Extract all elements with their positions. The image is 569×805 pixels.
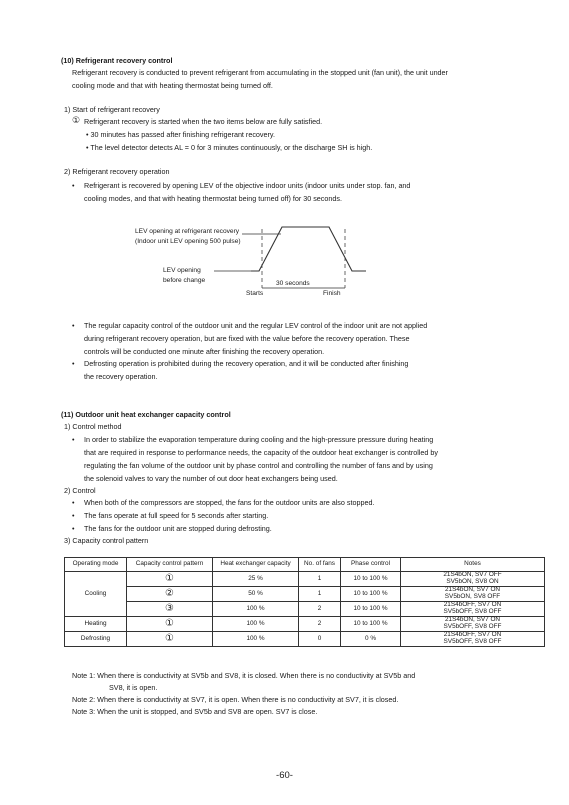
- control-method-line2: that are required in response to performance needs, the capacity of the outdoor heat exchanger is controlled by: [84, 448, 439, 457]
- table-row: [65, 572, 545, 587]
- section-10-heading: (10) Refrigerant recovery control: [61, 56, 173, 65]
- control-method-line4: the solenoid valves to vary the number of out door heat exchangers being used.: [84, 474, 338, 483]
- lev-recovery-label: LEV opening at refrigerant recovery (Indoor unit LEV opening 500 pulse): [135, 228, 241, 245]
- start-bullet-2: • The level detector detects AL = 0 for 3 minutes continuously, or the discharge SH is high.: [86, 143, 373, 152]
- control-bullet-3: The fans for the outdoor unit are stopped during defrosting.: [84, 524, 272, 533]
- phase-cell: 10 to 100 %: [341, 617, 401, 632]
- section-11-heading: (11) Outdoor unit heat exchanger capacity control: [61, 410, 231, 419]
- table-header-row: [65, 558, 545, 572]
- regular-control-line3: controls will be conducted one minute after finishing the recovery operation.: [84, 347, 325, 356]
- bullet-icon: •: [72, 498, 75, 507]
- notes-cell: 21S4bON, SV7 OFF SV5bON, SV8 ON: [401, 572, 545, 587]
- starts-label: Starts: [246, 290, 264, 297]
- phase-cell: 0 %: [341, 632, 401, 647]
- table-row: [65, 617, 545, 632]
- recovery-operation-line2: cooling modes, and that with heating thermostat being turned off) for 30 seconds.: [84, 194, 342, 203]
- fans-cell: 2: [299, 617, 341, 632]
- header-pattern: Capacity control pattern: [127, 558, 213, 572]
- bullet-icon: •: [72, 524, 75, 533]
- pattern-cell: ①: [127, 617, 213, 632]
- mode-cell: Defrosting: [65, 632, 127, 647]
- fans-cell: 1: [299, 587, 341, 602]
- notes-cell: 21S4bON, SV7 ON SV5bON, SV8 OFF: [401, 587, 545, 602]
- header-phase: Phase control: [341, 558, 401, 572]
- bullet-icon: •: [72, 181, 75, 190]
- note-3: Note 3: When the unit is stopped, and SV5b and SV8 are open. SV7 is close.: [72, 707, 318, 716]
- start-bullet-1: • 30 minutes has passed after finishing refrigerant recovery.: [86, 130, 275, 139]
- pattern-cell: ③: [127, 602, 213, 617]
- start-recovery-condition: Refrigerant recovery is started when the two items below are fully satisfied.: [84, 117, 323, 126]
- lev-waveform: [251, 227, 366, 271]
- capacity-control-table: [64, 557, 545, 647]
- phase-cell: 10 to 100 %: [341, 602, 401, 617]
- table-row: [65, 632, 545, 647]
- regular-control-line1: The regular capacity control of the outdoor unit and the regular LEV control of the indoor unit are not applied: [84, 321, 428, 330]
- header-operating-mode: Operating mode: [65, 558, 127, 572]
- table-row: [65, 602, 545, 617]
- control-method-line3: regulating the fan volume of the outdoor unit by phase control and controlling the number of fans and by using: [84, 461, 433, 470]
- control-heading: 2) Control: [64, 486, 96, 495]
- regular-control-line2: during refrigerant recovery operation, but are fixed with the value before the recovery operation. These: [84, 334, 410, 343]
- pattern-cell: ①: [127, 632, 213, 647]
- header-fans: No. of fans: [299, 558, 341, 572]
- notes-cell: 21S4bON, SV7 ON SV5bOFF, SV8 OFF: [401, 617, 545, 632]
- recovery-operation-heading: 2) Refrigerant recovery operation: [64, 167, 170, 176]
- section-10-intro-line2: cooling mode and that with heating thermostat being turned off.: [72, 81, 273, 90]
- control-bullet-1: When both of the compressors are stopped, the fans for the outdoor units are also stopped.: [84, 498, 375, 507]
- defrost-prohibited-line2: the recovery operation.: [84, 372, 158, 381]
- fans-cell: 0: [299, 632, 341, 647]
- section-10-intro-line1: Refrigerant recovery is conducted to prevent refrigerant from accumulating in the stopped unit (fan unit), the unit under: [72, 68, 448, 77]
- notes-cell: 21S4bOFF, SV7 ON SV5bOFF, SV8 OFF: [401, 632, 545, 647]
- finish-label: Finish: [323, 290, 341, 297]
- control-bullet-2: The fans operate at full speed for 5 seconds after starting.: [84, 511, 269, 520]
- fans-cell: 2: [299, 602, 341, 617]
- bullet-icon: •: [72, 321, 75, 330]
- capacity-cell: 100 %: [213, 617, 299, 632]
- start-recovery-heading: 1) Start of refrigerant recovery: [64, 105, 160, 114]
- mode-cell: Cooling: [65, 572, 127, 617]
- lev-before-label: LEV opening before change: [163, 267, 206, 284]
- bullet-icon: •: [72, 511, 75, 520]
- pattern-cell: ②: [127, 587, 213, 602]
- note-1-line2: SV8, it is open.: [109, 683, 158, 692]
- bullet-icon: •: [72, 435, 75, 444]
- capacity-cell: 100 %: [213, 602, 299, 617]
- fans-cell: 1: [299, 572, 341, 587]
- bullet-icon: •: [72, 359, 75, 368]
- control-method-line1: In order to stabilize the evaporation temperature during cooling and the high-pressure pressure during heating: [84, 435, 434, 444]
- phase-cell: 10 to 100 %: [341, 572, 401, 587]
- pattern-heading: 3) Capacity control pattern: [64, 536, 149, 545]
- capacity-cell: 100 %: [213, 632, 299, 647]
- capacity-cell: 25 %: [213, 572, 299, 587]
- pattern-cell: ①: [127, 572, 213, 587]
- circled-number-1: ①: [72, 115, 81, 125]
- recovery-operation-line1: Refrigerant is recovered by opening LEV of the objective indoor units (indoor units under stop. fan, and: [84, 181, 411, 190]
- header-capacity: Heat exchanger capacity: [213, 558, 299, 572]
- page-number: -60-: [276, 770, 293, 781]
- note-1-line1: Note 1: When there is conductivity at SV5b and SV8, it is closed. When there is no conductivity at SV5b and: [72, 671, 416, 680]
- duration-label: 30 seconds: [276, 280, 310, 287]
- header-notes: Notes: [401, 558, 545, 572]
- phase-cell: 10 to 100 %: [341, 587, 401, 602]
- table-row: [65, 587, 545, 602]
- mode-cell: Heating: [65, 617, 127, 632]
- notes-cell: 21S4bOFF, SV7 ON SV5bOFF, SV8 OFF: [401, 602, 545, 617]
- note-2: Note 2: When there is conductivity at SV7, it is open. When there is no conductivity at SV7, it is closed.: [72, 695, 399, 704]
- defrost-prohibited-line1: Defrosting operation is prohibited during the recovery operation, and it will be conducted after finishing: [84, 359, 409, 368]
- capacity-cell: 50 %: [213, 587, 299, 602]
- control-method-heading: 1) Control method: [64, 422, 122, 431]
